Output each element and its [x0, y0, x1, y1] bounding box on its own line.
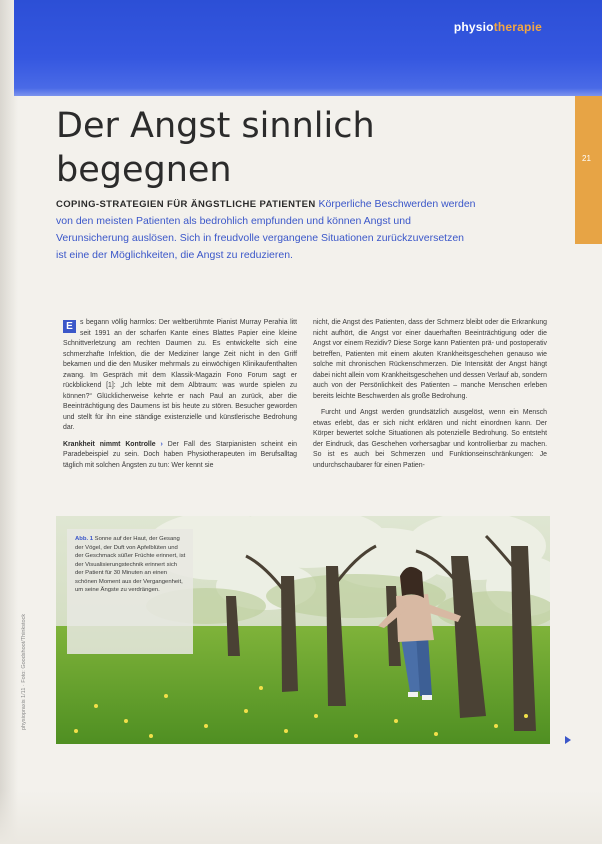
headline-line-1: Der Angst sinnlich	[56, 106, 375, 146]
paragraph-text: nicht, die Angst des Patienten, dass der Schmerz bleibt oder die Erkrankung nicht aufhört, die Angst vor einer dauerhaften Beeinträchtigung oder die Angst vor einem Rezidiv? Diese Sorge kann Patienten prä- und postoperativ betreffen, Patienten mit einem akuten Krankheitsgeschehen genauso wie solche mit chronischen Rückenschmerzen. Die Intensität der Angst hängt dabei nicht allein vom Krankheitsgeschehen und dessen Verlauf ab, sondern auch von der Persönlichkeit des Patienten – manche Menschen erleben bereits leichte Beschwerden als große Bedrohung.	[313, 319, 547, 400]
paragraph-text: s begann völlig harmlos: Der weltberühmte Pianist Murray Perahia litt seit 1991 an der scharfen Kante eines Blattes Papier eine kleine Schnittverletzung am rechten Daumen zu. Es entwickelte sich eine schmerzhafte Infektion, die der Mediziner lange Zeit nicht in den Griff bekamen und die den Musiker mehrmals zu einwöchigen Klinikaufenthalten zwang. Im Gespräch mit dem Klassik-Magazin Fono Forum sagt er rückblickend [1]: „Ich lebte mit dem Albtraum: was wurde spielen zu können?“ Glücklicherweise kehrte er nach Paul an zurück, aber die Beeinträchtigung des Daumens ist bis heute zu stören. Besucher geworden und stellt für ihn eine ständige existenzielle und künstlerische Bedrohung dar.	[63, 319, 297, 431]
side-credit	[21, 590, 31, 730]
section-label-accent: therapie	[493, 20, 542, 34]
caption-text: Sonne auf der Haut, der Gesang der Vögel, der Duft von Apfelblüten und der Geschmack süßer Früchte erinnert, ist der Visualisierungstechnik erinnert sich der Patient für 30 Minuten an einen schönen Moment aus der Vergangenheit, um seine Ängste zu verdrängen.	[75, 536, 186, 593]
header-band	[14, 0, 602, 96]
lead-text: Körperliche Beschwerden werden von den meisten Patienten als bedrohlich empfunden und können Angst und Verunsicherung auslösen. Sich in freudvolle vergangene Situationen zurückzuversetzen ist eine der Möglichkeiten, die Angst zu reduzieren.	[56, 198, 476, 261]
subheading-arrow-icon: ›	[160, 440, 163, 448]
header-band-fade	[14, 88, 602, 96]
photo-caption	[67, 529, 193, 654]
page-tab	[575, 96, 602, 244]
paragraph	[63, 318, 297, 434]
lead-paragraph	[56, 196, 476, 264]
page-gutter-shadow	[0, 0, 18, 844]
paragraph-text: Der Fall des Starpianisten scheint ein Paradebeispiel zu sein. Doch haben Physiotherapeuten im Berufsalltag täglich mit solchen Ängsten zu tun: Wer kennt sie	[63, 440, 297, 469]
headline	[56, 104, 375, 192]
caption-label: Abb. 1	[75, 536, 93, 542]
headline-line-2: begegnen	[56, 150, 232, 190]
lead-kicker: COPING-STRATEGIEN FÜR ÄNGSTLICHE PATIENTEN	[56, 199, 316, 210]
paragraph	[313, 318, 547, 402]
side-credit-text: physiopraxis 1/11 · Foto: Goodshoot/Thinkstock	[21, 613, 27, 730]
drop-cap: E	[63, 320, 76, 333]
column-left	[63, 318, 297, 477]
paragraph	[63, 440, 297, 472]
paragraph	[313, 408, 547, 471]
section-label-main: physio	[453, 20, 494, 34]
subheading: Krankheit nimmt Kontrolle	[63, 440, 156, 448]
column-right	[313, 318, 547, 477]
page-bottom-margin	[0, 790, 602, 844]
section-label	[454, 20, 542, 34]
continue-arrow-icon	[565, 736, 571, 744]
paragraph-text: Furcht und Angst werden grundsätzlich ausgelöst, wenn ein Mensch etwas erlebt, das er sich nicht erklären und nicht einordnen kann. Der Körper bewertet solche Situationen als potenzielle Bedrohung. So entsteht der Eindruck, das Geschehen vorhersagbar und kontrollierbar zu machen. So ist es auch bei Schmerzen und Funktionseinschränkungen: Je undurchschaubarer für einen Patien-	[313, 409, 547, 469]
page-number: 21	[582, 154, 591, 163]
